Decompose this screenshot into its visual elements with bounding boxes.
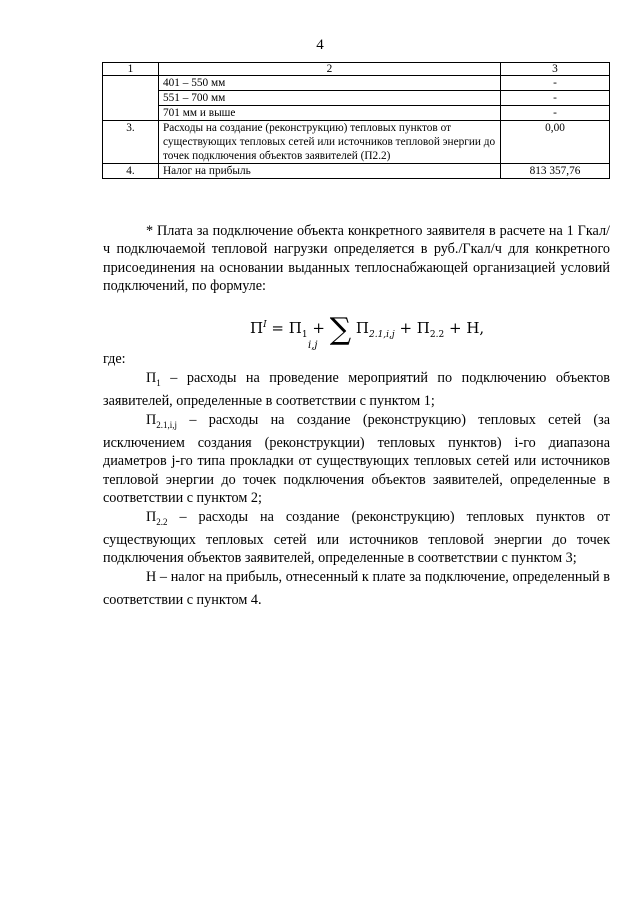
row-value-cell: 813 357,76 — [501, 164, 610, 179]
formula-expression: $П^I = П_1$ + ∑ $П_{2.1,i,j} + П_{2.2} + Н$, — [250, 312, 485, 347]
row-desc-cell: 701 мм и выше — [159, 106, 501, 121]
where-label: где: — [103, 351, 126, 367]
footnote — [103, 222, 610, 296]
table-row — [103, 121, 610, 164]
header-cell-3: 3 — [501, 63, 610, 76]
row-desc-cell: 551 – 700 мм — [159, 91, 501, 106]
definition-item: $П_{2.2}$ – расходы на создание (реконструкцию) тепловых пунктов от существующих тепловых сетей или источников тепловой энергии до точек подключения объектов заявителей, определенные в соответствии с пунктом 3; — [103, 508, 610, 567]
footnote-paragraph: * Плата за подключение объекта конкретного заявителя в расчете на 1 Гкал/ч подключаемой тепловой нагрузки определяется в руб./Гкал/ч для конкретного присоединения на основании выданных теплоснабжающей организацией условий подключений, по формуле: — [103, 223, 610, 295]
cost-table — [102, 62, 610, 179]
formula — [250, 298, 490, 354]
row-desc-cell: Налог на прибыль — [159, 164, 501, 179]
definition-item: Н – налог на прибыль, отнесенный к плате за подключение, определенный в соответствии с пунктом 4. — [103, 568, 610, 608]
row-value-cell: - — [501, 91, 610, 106]
table-row — [103, 91, 610, 106]
row-value-cell: 0,00 — [501, 121, 610, 164]
sum-index: i,j — [308, 340, 318, 351]
table-row — [103, 106, 610, 121]
row-value-cell: - — [501, 106, 610, 121]
row-desc-cell: 401 – 550 мм — [159, 76, 501, 91]
header-cell-1: 1 — [103, 63, 159, 76]
row-number-cell: 3. — [103, 121, 159, 164]
page-number: 4 — [316, 37, 324, 53]
sum-symbol: ∑ — [329, 312, 352, 347]
row-number-cell — [103, 76, 159, 121]
table-row — [103, 164, 610, 179]
definitions — [103, 369, 610, 609]
table-header-row — [103, 63, 610, 76]
definition-item: $П_{2.1,i,j}$ – расходы на создание (реконструкцию) тепловых сетей (за исключением создания (реконструкции) тепловых пунктов) i-го диапазона диаметров j-го типа прокладки от существующих тепловых сетей или источников тепловой энергии до точек подключения объектов заявителей, определенные в соответствии с пунктом 2; — [103, 411, 610, 507]
table-row — [103, 76, 610, 91]
header-cell-2: 2 — [159, 63, 501, 76]
row-value-cell: - — [501, 76, 610, 91]
row-number-cell: 4. — [103, 164, 159, 179]
definition-item: $П_1$ – расходы на проведение мероприятий по подключению объектов заявителей, определенные в соответствии с пунктом 1; — [103, 370, 610, 410]
row-desc-cell: Расходы на создание (реконструкцию) тепловых пунктов от существующих тепловых сетей или источников тепловой энергии до точек подключения объектов заявителей (П2.2) — [159, 121, 501, 164]
